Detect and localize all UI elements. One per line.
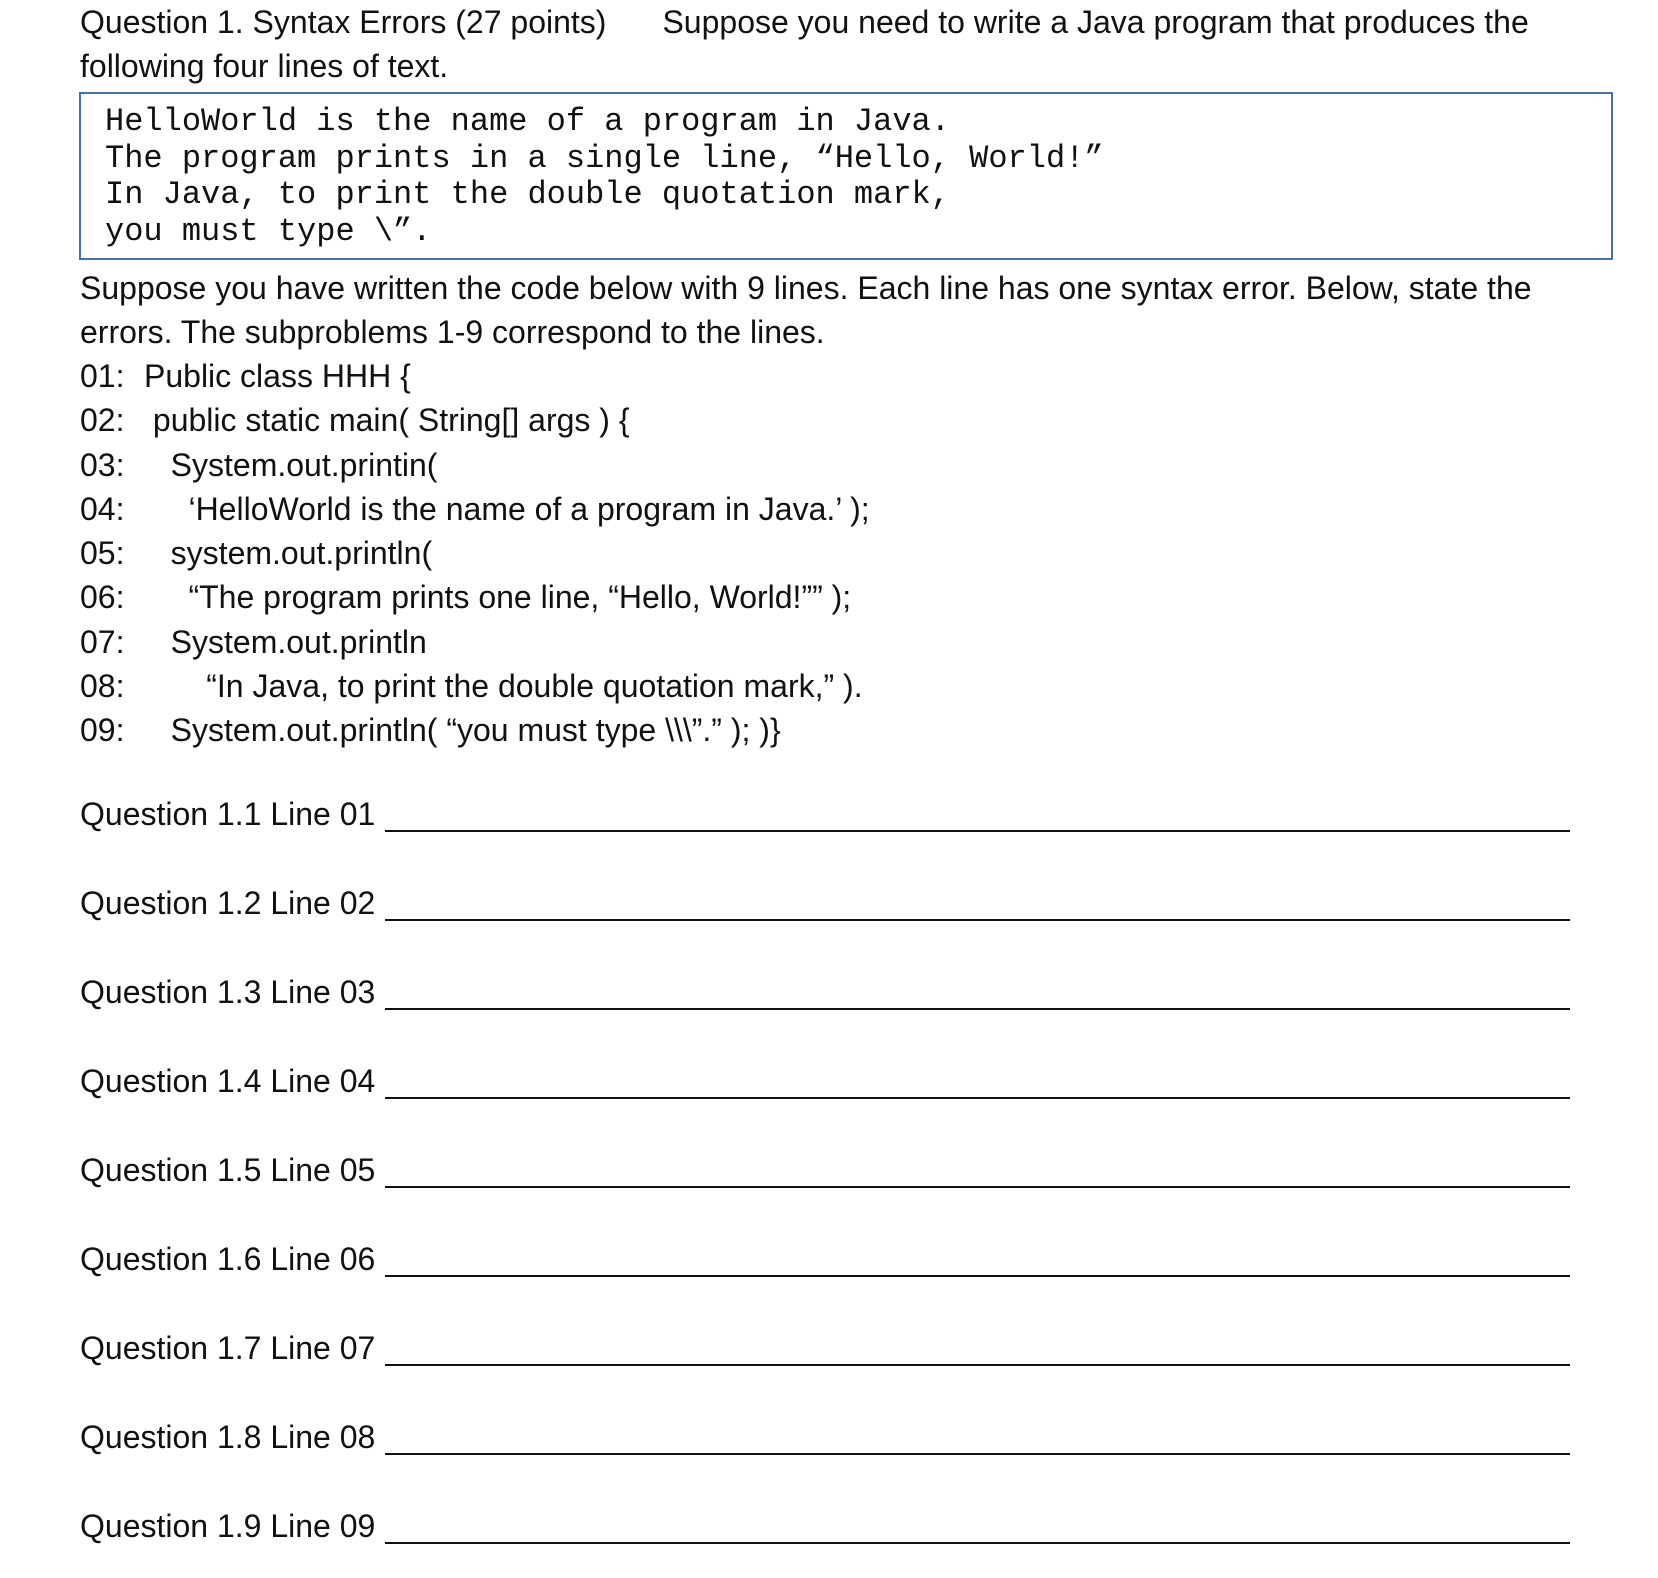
answer-label: Question 1.9 Line 09 xyxy=(80,1508,376,1544)
code-line xyxy=(80,531,1620,575)
question-heading xyxy=(80,0,1620,44)
code-line-number: 02: xyxy=(80,402,125,439)
code-line-text: ‘HelloWorld is the name of a program in Java.’ ); xyxy=(144,490,870,527)
answer-blank[interactable] xyxy=(385,978,1570,1010)
code-line-text: “In Java, to print the double quotation mark,” ). xyxy=(144,668,863,705)
answer-label: Question 1.6 Line 06 xyxy=(80,1241,376,1277)
code-line-number: 01: xyxy=(80,358,125,394)
expected-output-line: In Java, to print the double quotation mark, xyxy=(105,176,950,213)
answer-row xyxy=(80,1057,1570,1101)
question-prompt-part2: following four lines of text. xyxy=(80,48,449,84)
code-line-number: 03: xyxy=(80,446,125,483)
code-line xyxy=(80,575,1620,619)
answer-blank[interactable] xyxy=(385,1334,1570,1366)
answer-row xyxy=(80,879,1570,923)
answer-blank[interactable] xyxy=(385,1512,1570,1544)
code-line-number: 09: xyxy=(80,712,125,749)
answer-label: Question 1.7 Line 07 xyxy=(80,1330,376,1366)
answer-label: Question 1.8 Line 08 xyxy=(80,1419,376,1455)
answer-blank[interactable] xyxy=(385,1245,1570,1277)
code-line-number: 08: xyxy=(80,668,125,705)
answer-row xyxy=(80,1502,1570,1546)
code-line-text: Public class HHH { xyxy=(144,358,411,394)
expected-output-line: HelloWorld is the name of a program in Java. xyxy=(105,103,950,140)
code-line xyxy=(80,487,1620,531)
question-title: Question 1. Syntax Errors (27 points) xyxy=(80,4,607,40)
expected-output-line: The program prints in a single line, “Hello, World!” xyxy=(105,139,1104,177)
answer-row xyxy=(80,1235,1570,1279)
code-line-text: public static main( String[] args ) { xyxy=(144,402,630,439)
answer-blank[interactable] xyxy=(385,1156,1570,1188)
answer-label: Question 1.3 Line 03 xyxy=(80,974,376,1010)
answer-row xyxy=(80,1413,1570,1457)
question-prompt-part1: Suppose you need to write a Java program that produces the xyxy=(662,4,1529,40)
answer-blank[interactable] xyxy=(385,889,1570,921)
code-line-text: system.out.println( xyxy=(144,535,433,572)
code-listing xyxy=(80,354,1620,753)
answer-row xyxy=(80,968,1570,1012)
code-line-number: 06: xyxy=(80,579,125,616)
answer-blank[interactable] xyxy=(385,800,1570,832)
answer-row xyxy=(80,1146,1570,1190)
answer-label: Question 1.2 Line 02 xyxy=(80,885,376,921)
expected-output-line: you must type \”. xyxy=(105,212,432,250)
code-line-number: 05: xyxy=(80,535,125,572)
code-line xyxy=(80,664,1620,708)
code-line-text: System.out.printin( xyxy=(144,446,438,483)
question-section xyxy=(80,0,1620,753)
answer-row xyxy=(80,1324,1570,1368)
code-line xyxy=(80,354,1620,398)
instructions-text: Suppose you have written the code below with 9 lines. Each line has one syntax error. Below, state the errors. The subproblems 1-9 correspond to the lines. xyxy=(80,270,1532,350)
code-line xyxy=(80,620,1620,664)
code-line xyxy=(80,443,1620,487)
code-line xyxy=(80,708,1620,752)
expected-output-box xyxy=(79,92,1613,260)
answer-row xyxy=(80,790,1570,834)
answer-label: Question 1.1 Line 01 xyxy=(80,796,376,832)
code-line-text: System.out.println xyxy=(144,623,427,660)
code-line-number: 04: xyxy=(80,490,125,527)
answer-label: Question 1.5 Line 05 xyxy=(80,1152,376,1188)
code-line-number: 07: xyxy=(80,623,125,660)
code-line-text: System.out.println( “you must type \\\”.” ); )} xyxy=(144,712,781,749)
answer-blank[interactable] xyxy=(385,1423,1570,1455)
answer-label: Question 1.4 Line 04 xyxy=(80,1063,376,1099)
answer-blank[interactable] xyxy=(385,1067,1570,1099)
code-line-text: “The program prints one line, “Hello, World!”” ); xyxy=(144,579,852,616)
code-line xyxy=(80,398,1620,442)
